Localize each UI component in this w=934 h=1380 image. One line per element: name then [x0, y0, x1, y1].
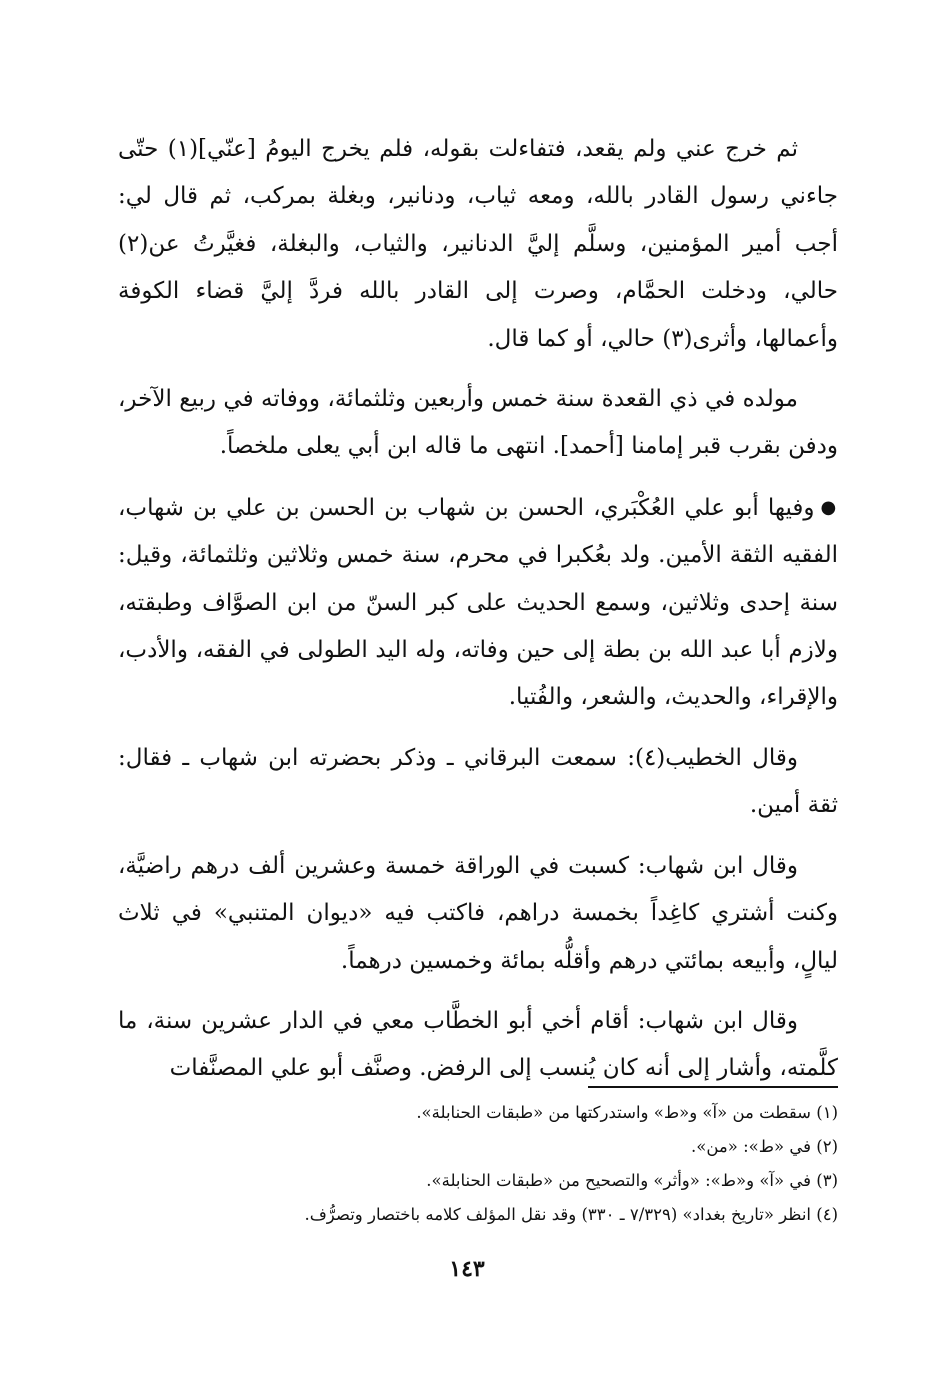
footnotes	[118, 1096, 838, 1232]
footnote-divider	[588, 1086, 838, 1088]
bullet-icon: ●	[820, 496, 838, 518]
paragraph-2: مولده في ذي القعدة سنة خمس وأربعين وثلثمائة، ووفاته في ربيع الآخر، ودفن بقرب قبر إمامنا [أحمد]. انتهى ما قاله ابن أبي يعلى ملخصاً.	[118, 386, 838, 460]
page-number: ١٤٣	[449, 1256, 485, 1282]
footnote-3: (٣) في «آ» و«ط»: «وأثر» والتصحيح من «طبقات الحنابلة».	[426, 1171, 838, 1190]
paragraph-6: وقال ابن شهاب: أقام أخي أبو الخطَّاب معي في الدار عشرين سنة، ما كلَّمته، وأشار إلى أنه كان يُنسب إلى الرفض. وصنَّف أبو علي المصنَّفات	[118, 1007, 838, 1082]
paragraph-1: ثم خرج عني ولم يقعد، فتفاءلت بقوله، فلم يخرج اليومُ [عنّي](١) حتّى جاءني رسول القادر بالله، ومعه ثياب، ودنانير، وبغلة بمركب، ثم قال لي: أجب أمير المؤمنين، وسلَّم إليَّ الدنانير، والثياب، والبغلة، فغيَّرتُ عن(٢) حالي، ودخلت الحمَّام، وصرت إلى القادر بالله فردَّ إليَّ قضاء الكوفة وأعمالها، وأثرى(٣) حالي، أو كما قال.	[118, 136, 838, 352]
paragraph-4: وقال الخطيب(٤): سمعت البرقاني ـ وذكر بحضرته ابن شهاب ـ فقال: ثقة أمين.	[118, 744, 838, 819]
main-text	[118, 126, 838, 1106]
footnote-4: (٤) انظر «تاريخ بغداد» (٧/٣٢٩ ـ ٣٣٠) وقد نقل المؤلف كلامه باختصار وتصرُّف.	[304, 1205, 838, 1224]
paragraph-3	[118, 484, 838, 722]
paragraph-3-text: وفيها أبو علي العُكْبَري، الحسن بن شهاب بن الحسن بن علي بن شهاب، الفقيه الثقة الأمين. ولد بعُكبرا في محرم، سنة خمس وثلاثين وثلثمائة، وقيل: سنة إحدى وثلاثين، وسمع الحديث على كبر السنّ من ابن الصوَّاف وطبقته، ولازم أبا عبد الله بن بطة إلى حين وفاته، وله اليد الطولى في الفقه، والأدب، والإقراء، والحديث، والشعر، والفُتيا.	[118, 494, 838, 711]
footnote-2: (٢) في «ط»: «من».	[691, 1137, 838, 1156]
footnote-1: (١) سقطت من «آ» و«ط» واستدركتها من «طبقات الحنابلة».	[416, 1103, 838, 1122]
paragraph-5: وقال ابن شهاب: كسبت في الوراقة خمسة وعشرين ألف درهم راضيَّة، وكنت أشتري كاغِداً بخمسة دراهم، فاكتب فيه «ديوان المتنبي» في ثلاث ليالٍ، وأبيعه بمائتي درهم وأقلُّه بمائة وخمسين درهماً.	[118, 852, 838, 974]
